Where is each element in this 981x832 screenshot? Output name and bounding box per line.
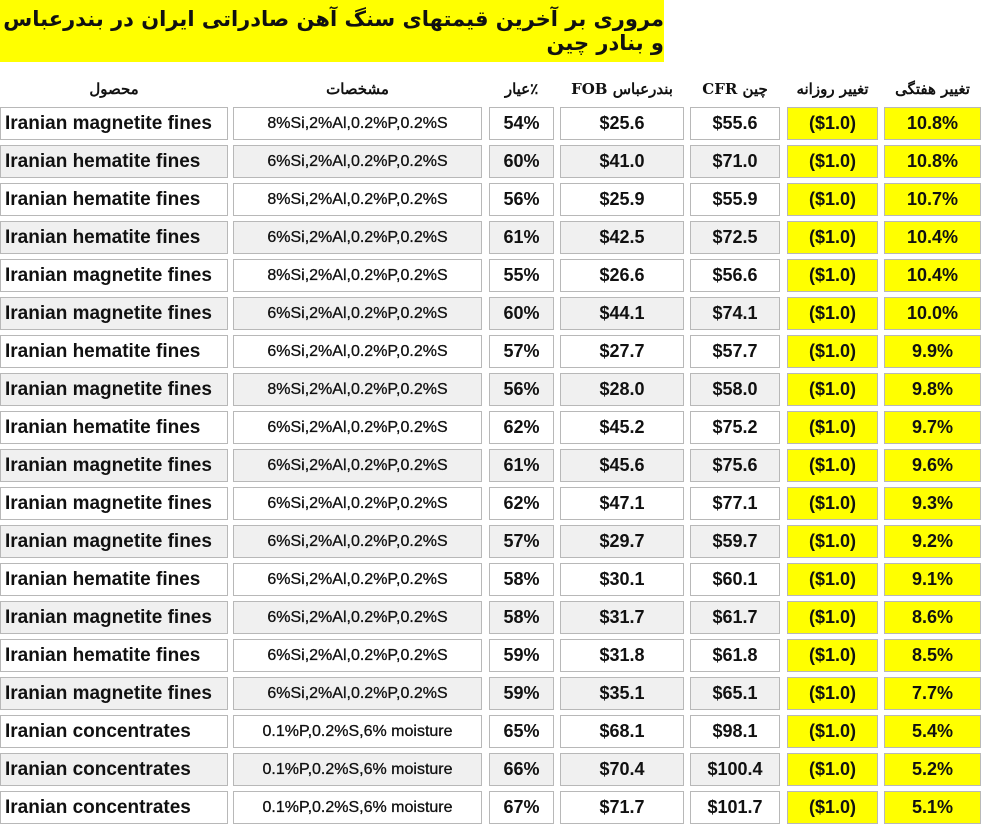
daily-change-cell: ($1.0): [787, 411, 878, 444]
fob-price-cell: $25.9: [560, 183, 684, 216]
grade-cell: 56%: [489, 373, 554, 406]
cfr-price-cell: $74.1: [690, 297, 780, 330]
daily-change-cell: ($1.0): [787, 449, 878, 482]
fob-price-cell: $42.5: [560, 221, 684, 254]
cfr-price-cell: $101.7: [690, 791, 780, 824]
product-cell: Iranian magnetite fines: [0, 449, 228, 482]
fob-price-cell: $31.8: [560, 639, 684, 672]
table-row: [0, 713, 981, 751]
cfr-price-cell: $59.7: [690, 525, 780, 558]
table-row: [0, 409, 981, 447]
daily-change-cell: ($1.0): [787, 335, 878, 368]
specs-cell: 6%Si,2%Al,0.2%P,0.2%S: [233, 145, 482, 178]
table-header: [0, 74, 981, 104]
cfr-price-cell: $75.6: [690, 449, 780, 482]
grade-cell: 62%: [489, 411, 554, 444]
fob-price-cell: $44.1: [560, 297, 684, 330]
fob-price-cell: $27.7: [560, 335, 684, 368]
specs-cell: 6%Si,2%Al,0.2%P,0.2%S: [233, 487, 482, 520]
specs-cell: 6%Si,2%Al,0.2%P,0.2%S: [233, 221, 482, 254]
specs-cell: 0.1%P,0.2%S,6% moisture: [233, 791, 482, 824]
daily-change-cell: ($1.0): [787, 601, 878, 634]
cfr-price-cell: $77.1: [690, 487, 780, 520]
daily-change-cell: ($1.0): [787, 791, 878, 824]
grade-cell: 66%: [489, 753, 554, 786]
product-cell: Iranian concentrates: [0, 715, 228, 748]
weekly-change-cell: 10.4%: [884, 259, 981, 292]
weekly-change-cell: 5.1%: [884, 791, 981, 824]
header-specs: مشخصات: [326, 80, 389, 98]
weekly-change-cell: 9.3%: [884, 487, 981, 520]
specs-cell: 8%Si,2%Al,0.2%P,0.2%S: [233, 259, 482, 292]
grade-cell: 62%: [489, 487, 554, 520]
cfr-price-cell: $72.5: [690, 221, 780, 254]
header-daily-change: تغییر روزانه: [796, 80, 869, 98]
table-row: [0, 143, 981, 181]
table-row: [0, 371, 981, 409]
grade-cell: 67%: [489, 791, 554, 824]
specs-cell: 6%Si,2%Al,0.2%P,0.2%S: [233, 601, 482, 634]
daily-change-cell: ($1.0): [787, 373, 878, 406]
weekly-change-cell: 10.7%: [884, 183, 981, 216]
table-row: [0, 675, 981, 713]
weekly-change-cell: 8.6%: [884, 601, 981, 634]
weekly-change-cell: 5.4%: [884, 715, 981, 748]
grade-cell: 59%: [489, 677, 554, 710]
product-cell: Iranian magnetite fines: [0, 601, 228, 634]
grade-cell: 61%: [489, 221, 554, 254]
table-row: [0, 599, 981, 637]
product-cell: Iranian hematite fines: [0, 335, 228, 368]
weekly-change-cell: 9.9%: [884, 335, 981, 368]
page-title: مروری بر آخرین قیمتهای سنگ آهن صادراتی ایران در بندرعباس و بنادر چین: [3, 7, 664, 55]
weekly-change-cell: 9.2%: [884, 525, 981, 558]
fob-price-cell: $70.4: [560, 753, 684, 786]
weekly-change-cell: 8.5%: [884, 639, 981, 672]
header-product: محصول: [89, 80, 139, 98]
daily-change-cell: ($1.0): [787, 525, 878, 558]
grade-cell: 61%: [489, 449, 554, 482]
daily-change-cell: ($1.0): [787, 715, 878, 748]
specs-cell: 6%Si,2%Al,0.2%P,0.2%S: [233, 297, 482, 330]
weekly-change-cell: 9.1%: [884, 563, 981, 596]
cfr-price-cell: $65.1: [690, 677, 780, 710]
table-row: [0, 561, 981, 599]
header-cfr: چین CFR: [702, 80, 768, 98]
specs-cell: 6%Si,2%Al,0.2%P,0.2%S: [233, 525, 482, 558]
daily-change-cell: ($1.0): [787, 221, 878, 254]
table-row: [0, 333, 981, 371]
product-cell: Iranian concentrates: [0, 791, 228, 824]
table-row: [0, 485, 981, 523]
title-banner: [0, 0, 664, 62]
daily-change-cell: ($1.0): [787, 107, 878, 140]
cfr-price-cell: $56.6: [690, 259, 780, 292]
table-row: [0, 751, 981, 789]
cfr-price-cell: $98.1: [690, 715, 780, 748]
cfr-price-cell: $71.0: [690, 145, 780, 178]
product-cell: Iranian magnetite fines: [0, 107, 228, 140]
product-cell: Iranian hematite fines: [0, 145, 228, 178]
grade-cell: 57%: [489, 335, 554, 368]
specs-cell: 6%Si,2%Al,0.2%P,0.2%S: [233, 563, 482, 596]
product-cell: Iranian concentrates: [0, 753, 228, 786]
specs-cell: 6%Si,2%Al,0.2%P,0.2%S: [233, 449, 482, 482]
fob-price-cell: $41.0: [560, 145, 684, 178]
cfr-price-cell: $61.8: [690, 639, 780, 672]
grade-cell: 57%: [489, 525, 554, 558]
grade-cell: 56%: [489, 183, 554, 216]
daily-change-cell: ($1.0): [787, 183, 878, 216]
table-row: [0, 447, 981, 485]
weekly-change-cell: 9.6%: [884, 449, 981, 482]
table-row: [0, 295, 981, 333]
cfr-price-cell: $55.9: [690, 183, 780, 216]
grade-cell: 58%: [489, 601, 554, 634]
grade-cell: 65%: [489, 715, 554, 748]
daily-change-cell: ($1.0): [787, 145, 878, 178]
daily-change-cell: ($1.0): [787, 677, 878, 710]
weekly-change-cell: 10.4%: [884, 221, 981, 254]
weekly-change-cell: 5.2%: [884, 753, 981, 786]
product-cell: Iranian hematite fines: [0, 221, 228, 254]
specs-cell: 6%Si,2%Al,0.2%P,0.2%S: [233, 677, 482, 710]
weekly-change-cell: 10.8%: [884, 107, 981, 140]
fob-price-cell: $25.6: [560, 107, 684, 140]
weekly-change-cell: 9.8%: [884, 373, 981, 406]
fob-price-cell: $45.6: [560, 449, 684, 482]
weekly-change-cell: 10.8%: [884, 145, 981, 178]
grade-cell: 54%: [489, 107, 554, 140]
grade-cell: 60%: [489, 145, 554, 178]
header-fob: بندرعباس FOB: [571, 80, 673, 98]
weekly-change-cell: 10.0%: [884, 297, 981, 330]
product-cell: Iranian hematite fines: [0, 411, 228, 444]
fob-price-cell: $68.1: [560, 715, 684, 748]
table-row: [0, 219, 981, 257]
product-cell: Iranian magnetite fines: [0, 259, 228, 292]
table-row: [0, 523, 981, 561]
product-cell: Iranian hematite fines: [0, 563, 228, 596]
header-grade: ٪عیار: [504, 80, 539, 98]
grade-cell: 58%: [489, 563, 554, 596]
daily-change-cell: ($1.0): [787, 753, 878, 786]
fob-price-cell: $26.6: [560, 259, 684, 292]
product-cell: Iranian magnetite fines: [0, 297, 228, 330]
weekly-change-cell: 7.7%: [884, 677, 981, 710]
cfr-price-cell: $61.7: [690, 601, 780, 634]
table-row: [0, 181, 981, 219]
daily-change-cell: ($1.0): [787, 639, 878, 672]
grade-cell: 55%: [489, 259, 554, 292]
cfr-price-cell: $57.7: [690, 335, 780, 368]
grade-cell: 60%: [489, 297, 554, 330]
daily-change-cell: ($1.0): [787, 563, 878, 596]
fob-price-cell: $71.7: [560, 791, 684, 824]
product-cell: Iranian hematite fines: [0, 639, 228, 672]
specs-cell: 8%Si,2%Al,0.2%P,0.2%S: [233, 107, 482, 140]
fob-price-cell: $28.0: [560, 373, 684, 406]
cfr-price-cell: $55.6: [690, 107, 780, 140]
specs-cell: 8%Si,2%Al,0.2%P,0.2%S: [233, 373, 482, 406]
table-row: [0, 637, 981, 675]
table-row: [0, 257, 981, 295]
table-row: [0, 789, 981, 827]
product-cell: Iranian magnetite fines: [0, 373, 228, 406]
specs-cell: 6%Si,2%Al,0.2%P,0.2%S: [233, 335, 482, 368]
daily-change-cell: ($1.0): [787, 259, 878, 292]
cfr-price-cell: $58.0: [690, 373, 780, 406]
cfr-price-cell: $100.4: [690, 753, 780, 786]
product-cell: Iranian magnetite fines: [0, 677, 228, 710]
fob-price-cell: $29.7: [560, 525, 684, 558]
header-weekly-change: تغییر هفتگی: [895, 80, 970, 98]
fob-price-cell: $35.1: [560, 677, 684, 710]
cfr-price-cell: $75.2: [690, 411, 780, 444]
specs-cell: 6%Si,2%Al,0.2%P,0.2%S: [233, 411, 482, 444]
daily-change-cell: ($1.0): [787, 487, 878, 520]
fob-price-cell: $47.1: [560, 487, 684, 520]
fob-price-cell: $31.7: [560, 601, 684, 634]
cfr-price-cell: $60.1: [690, 563, 780, 596]
fob-price-cell: $30.1: [560, 563, 684, 596]
daily-change-cell: ($1.0): [787, 297, 878, 330]
weekly-change-cell: 9.7%: [884, 411, 981, 444]
specs-cell: 0.1%P,0.2%S,6% moisture: [233, 753, 482, 786]
grade-cell: 59%: [489, 639, 554, 672]
product-cell: Iranian hematite fines: [0, 183, 228, 216]
specs-cell: 6%Si,2%Al,0.2%P,0.2%S: [233, 639, 482, 672]
fob-price-cell: $45.2: [560, 411, 684, 444]
product-cell: Iranian magnetite fines: [0, 487, 228, 520]
product-cell: Iranian magnetite fines: [0, 525, 228, 558]
table-row: [0, 105, 981, 143]
specs-cell: 8%Si,2%Al,0.2%P,0.2%S: [233, 183, 482, 216]
specs-cell: 0.1%P,0.2%S,6% moisture: [233, 715, 482, 748]
